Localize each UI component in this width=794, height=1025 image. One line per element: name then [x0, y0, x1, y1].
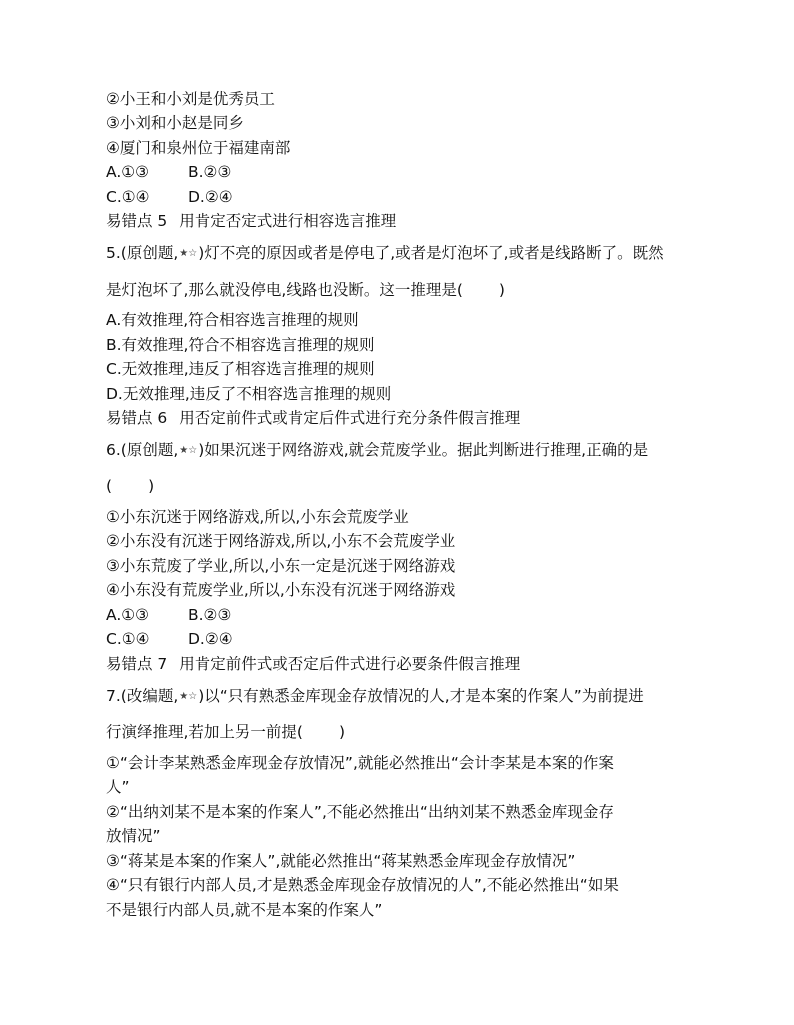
q5-option-d: D.无效推理,违反了不相容选言推理的规则 [106, 385, 392, 403]
q5-option-a: A.有效推理,符合相容选言推理的规则 [106, 311, 359, 329]
q6-option-c: C.①④ [106, 630, 150, 648]
q7-item-1-line2: 人” [106, 778, 130, 796]
q5-option-c: C.无效推理,违反了相容选言推理的规则 [106, 360, 375, 378]
q6-stem-line1 [106, 440, 648, 461]
error-point-7-heading [106, 654, 520, 674]
error-point-7-label: 易错点 7 [106, 655, 168, 673]
q7-item-3: ③“蒋某是本案的作案人”,就能必然推出“蒋某熟悉金库现金存放情况” [106, 852, 576, 870]
q6-item-2: ②小东没有沉迷于网络游戏,所以,小东不会荒废学业 [106, 532, 456, 550]
q7-item-2-line1: ②“出纳刘某不是本案的作案人”,不能必然推出“出纳刘某不熟悉金库现金存 [106, 803, 614, 821]
q7-stem-line1 [106, 686, 644, 707]
error-point-6-text: 用否定前件式或肯定后件式进行充分条件假言推理 [179, 409, 521, 427]
q5-prefix: 5.(原创题, [106, 244, 179, 262]
q4-options-row1 [106, 162, 231, 182]
q6-stem-text1: )如果沉迷于网络游戏,就会荒废学业。据此判断进行推理,正确的是 [198, 441, 649, 459]
q7-item-4-line1: ④“只有银行内部人员,才是熟悉金库现金存放情况的人”,不能必然推出“如果 [106, 876, 619, 894]
q4-item-3: ③小刘和小赵是同乡 [106, 114, 244, 132]
q7-prefix: 7.(改编题, [106, 687, 179, 705]
q4-options-row2 [106, 187, 233, 207]
q6-option-d: D.②④ [188, 630, 233, 648]
q6-options-row1 [106, 605, 231, 625]
error-point-6-heading [106, 408, 520, 428]
q6-item-3: ③小东荒废了学业,所以,小东一定是沉迷于网络游戏 [106, 557, 456, 575]
error-point-6-label: 易错点 6 [106, 409, 168, 427]
q6-option-a: A.①③ [106, 606, 150, 624]
q7-stem-text2: 行演绎推理,若加上另一前提( [106, 723, 303, 741]
q4-item-2: ②小王和小刘是优秀员工 [106, 90, 275, 108]
q4-item-4: ④厦门和泉州位于福建南部 [106, 139, 291, 157]
q4-option-d: D.②④ [188, 188, 233, 206]
q4-option-a: A.①③ [106, 163, 150, 181]
error-point-7-text: 用肯定前件式或否定后件式进行必要条件假言推理 [179, 655, 521, 673]
error-point-5-text: 用肯定否定式进行相容选言推理 [179, 212, 397, 230]
q7-stem-text1: )以“只有熟悉金库现金存放情况的人,才是本案的作案人”为前提进 [198, 687, 644, 705]
q6-item-1: ①小东沉迷于网络游戏,所以,小东会荒废学业 [106, 508, 409, 526]
q7-item-4-line2: 不是银行内部人员,就不是本案的作案人” [106, 901, 383, 919]
difficulty-star-icon: ★☆ [179, 691, 198, 702]
q6-option-b: B.②③ [188, 606, 232, 624]
q4-option-c: C.①④ [106, 188, 150, 206]
q5-stem-text2: 是灯泡坏了,那么就没停电,线路也没断。这一推理是( [106, 281, 463, 299]
q5-option-b: B.有效推理,符合不相容选言推理的规则 [106, 336, 375, 354]
q7-item-2-line2: 放情况” [106, 827, 161, 845]
q7-item-1-line1: ①“会计李某熟悉金库现金存放情况”,就能必然推出“会计李某是本案的作案 [106, 754, 614, 772]
q5-stem-line2: 是灯泡坏了,那么就没停电,线路也没断。这一推理是( ) [106, 281, 505, 299]
q6-answer-paren: ( ) [106, 477, 155, 495]
q6-prefix: 6.(原创题, [106, 441, 179, 459]
q4-option-b: B.②③ [188, 163, 232, 181]
error-point-5-label: 易错点 5 [106, 212, 168, 230]
q6-options-row2 [106, 629, 233, 649]
error-point-5-heading [106, 211, 396, 231]
q7-stem-line2: 行演绎推理,若加上另一前提( ) [106, 723, 346, 741]
q5-stem-text1: )灯不亮的原因或者是停电了,或者是灯泡坏了,或者是线路断了。既然 [198, 244, 664, 262]
q5-stem-line1 [106, 243, 664, 264]
difficulty-star-icon: ★☆ [179, 445, 198, 456]
difficulty-star-icon: ★☆ [179, 248, 198, 259]
q6-item-4: ④小东没有荒废学业,所以,小东没有沉迷于网络游戏 [106, 581, 456, 599]
